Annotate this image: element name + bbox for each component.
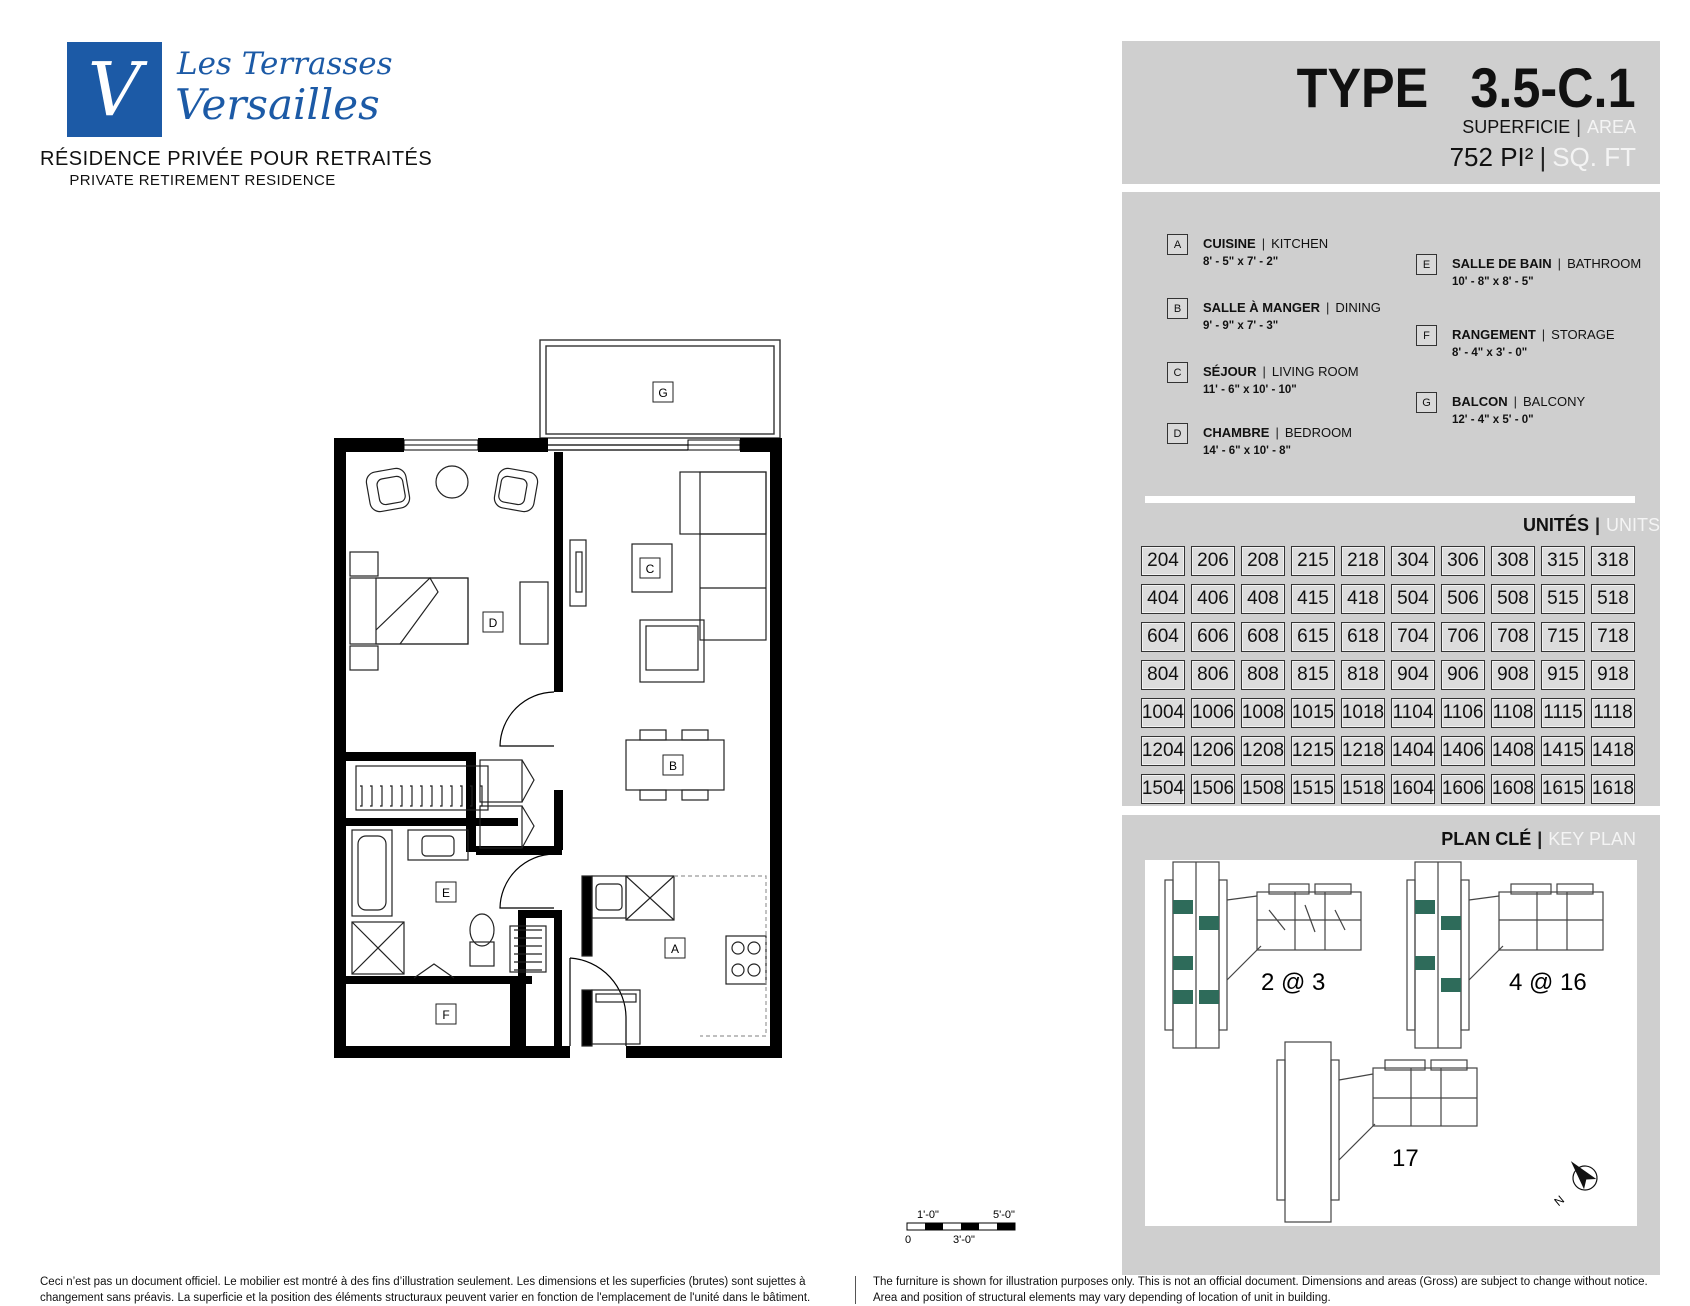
unit-number: 918: [1591, 660, 1635, 690]
room-letter: F: [1416, 325, 1437, 346]
room-name-fr: CHAMBRE: [1203, 425, 1270, 440]
unit-number: 606: [1191, 622, 1235, 652]
unit-number: 306: [1441, 546, 1485, 576]
unit-number: 1618: [1591, 774, 1635, 804]
unit-number: 1108: [1491, 698, 1535, 728]
room-dimensions: 8' - 5" x 7' - 2": [1203, 256, 1279, 268]
key-plan-label-3: 17: [1392, 1145, 1419, 1172]
scale-label-top-left: 1'-0": [917, 1209, 939, 1221]
scale-label-top-right: 5'-0": [993, 1209, 1015, 1221]
unit-number: 708: [1491, 622, 1535, 652]
room-name-fr: RANGEMENT: [1452, 327, 1536, 342]
unit-number: 1406: [1441, 736, 1485, 766]
unit-number: 906: [1441, 660, 1485, 690]
interior-walls: [346, 452, 563, 1058]
unit-number: 1118: [1591, 698, 1635, 728]
unit-number: 704: [1391, 622, 1435, 652]
unit-number: 1215: [1291, 736, 1335, 766]
room-name-fr: SÉJOUR: [1203, 364, 1257, 379]
disclaimer-fr: Ceci n’est pas un document officiel. Le mobilier est montré à des fins d’illustration seulement. Les dimensions et les superficies (brutes) sont sujettes à changement sans préavis. La superficie et la position des éléments structuraux peuvent varier en fonction de l'emplacement de l'unité dans le bâtiment.: [40, 1276, 811, 1304]
unit-number: 1404: [1391, 736, 1435, 766]
logo-tagline-fr: RÉSIDENCE PRIVÉE POUR RETRAITÉS: [40, 148, 433, 170]
unit-number: 615: [1291, 622, 1335, 652]
unit-number: 1615: [1541, 774, 1585, 804]
unit-number: 404: [1141, 584, 1185, 614]
room-letter: C: [1167, 362, 1188, 383]
unit-number: 308: [1491, 546, 1535, 576]
kitchen-fixtures: [582, 876, 766, 1046]
room-name-en: BATHROOM: [1567, 256, 1642, 271]
units-heading-en: UNITS: [1606, 515, 1660, 535]
area-value-row: 752 PI² | SQ. FT: [1449, 142, 1636, 172]
unit-number: 718: [1591, 622, 1635, 652]
unit-number: 815: [1291, 660, 1335, 690]
logo-monogram: [67, 42, 162, 137]
north-letter: N: [1551, 1192, 1568, 1209]
unit-number: 1115: [1541, 698, 1585, 728]
key-plan-building-1: [1165, 862, 1361, 1048]
unit-number: 1408: [1491, 736, 1535, 766]
unit-number: 418: [1341, 584, 1385, 614]
unit-number: 1504: [1141, 774, 1185, 804]
key-plan-building-2: [1407, 862, 1603, 1048]
room-label-d-text: D: [488, 616, 498, 630]
unit-number: 1418: [1591, 736, 1635, 766]
unit-number: 1518: [1341, 774, 1385, 804]
key-plan-heading-fr: PLAN CLÉ: [1441, 829, 1532, 849]
unit-number: 618: [1341, 622, 1385, 652]
room-name-fr: BALCON: [1452, 394, 1508, 409]
unit-number: 808: [1241, 660, 1285, 690]
units-grid: [1141, 546, 1641, 804]
units-heading: UNITÉS | UNITS: [1522, 515, 1660, 535]
rooms-panel: A CUISINE | KITCHEN 8' - 5" x 7' - 2" B SALLE À MANGER | DINING 9' - 9" x 7' - 3" C SÉJOUR | LIVING ROOM 11' - 6" x 10' - 10" D CHAMBRE | BEDROOM 14' - 6" x 10' - 8" E SALLE DE BAIN | BATHROOM 10' - 8" x 8' - 5" F RANGEMENT | STORAGE 8' - 4" x 3' - 0" G BALCON | BALCONY 12' - 4" x 5' - 0": [1122, 192, 1660, 806]
unit-number: 1204: [1141, 736, 1185, 766]
unit-number: 215: [1291, 546, 1335, 576]
unit-number: 208: [1241, 546, 1285, 576]
area-label-row: SUPERFICIE | AREA: [1462, 117, 1636, 137]
room-letter: G: [1416, 392, 1437, 413]
unit-number: 715: [1541, 622, 1585, 652]
key-plan-heading-en: KEY PLAN: [1548, 829, 1636, 849]
unit-number: 1106: [1441, 698, 1485, 728]
room-dimensions: 11' - 6" x 10' - 10": [1203, 384, 1297, 396]
unit-number: 304: [1391, 546, 1435, 576]
room-name-fr: SALLE DE BAIN: [1452, 256, 1552, 271]
floor-plan: [320, 330, 800, 1060]
type-code: 3.5-C.1: [1470, 56, 1636, 119]
unit-number: 506: [1441, 584, 1485, 614]
unit-number: 804: [1141, 660, 1185, 690]
unit-number: 318: [1591, 546, 1635, 576]
room-letter: E: [1416, 254, 1437, 275]
room-label-a: [665, 938, 685, 958]
room-label-f: [436, 1004, 456, 1024]
room-name-en: BALCONY: [1523, 394, 1586, 409]
disclaimer-en: The furniture is shown for illustration purposes only. This is not an official document. Dimensions and areas (Gross) are subject to change without notice. Area and position of structural elements may vary depending of location of unit in building.: [873, 1276, 1648, 1304]
area-unit-en: SQ. FT: [1552, 142, 1636, 172]
room-label-e-text: E: [441, 886, 451, 900]
room-name-fr: CUISINE: [1203, 236, 1256, 251]
key-plan-svg: [1145, 860, 1637, 1226]
room-dimensions: 8' - 4" x 3' - 0": [1452, 347, 1528, 359]
unit-number: 1508: [1241, 774, 1285, 804]
room-label-g: [653, 382, 673, 402]
unit-number: 908: [1491, 660, 1535, 690]
room-name-en: DINING: [1335, 300, 1381, 315]
room-dimensions: 14' - 6" x 10' - 8": [1203, 445, 1291, 457]
scale-label-bottom-left: 0: [905, 1234, 912, 1246]
room-name-en: STORAGE: [1551, 327, 1615, 342]
unit-number: 204: [1141, 546, 1185, 576]
key-plan-building-3: [1277, 1042, 1477, 1222]
type-panel: [1122, 41, 1660, 184]
room-name-en: BEDROOM: [1284, 425, 1353, 440]
room-label-c: [640, 558, 660, 578]
room-dimensions: 9' - 9" x 7' - 3": [1203, 320, 1279, 332]
unit-number: 1015: [1291, 698, 1335, 728]
room-letter: A: [1167, 234, 1188, 255]
type-word: TYPE: [1297, 56, 1429, 119]
unit-number: 806: [1191, 660, 1235, 690]
unit-number: 904: [1391, 660, 1435, 690]
unit-number: 1506: [1191, 774, 1235, 804]
unit-number: 206: [1191, 546, 1235, 576]
room-name-fr: SALLE À MANGER: [1203, 300, 1320, 315]
key-plan-label-1: 2 @ 3: [1261, 969, 1326, 996]
room-dimensions: 10' - 8" x 8' - 5": [1452, 276, 1534, 288]
room-label-d: [483, 612, 503, 632]
unit-type-title: [1297, 55, 1636, 120]
unit-number: 1008: [1241, 698, 1285, 728]
room-label-c-text: C: [645, 562, 655, 576]
unit-number: 408: [1241, 584, 1285, 614]
north-arrow-icon: [1562, 1153, 1602, 1194]
living-furniture: [570, 472, 766, 682]
unit-number: 504: [1391, 584, 1435, 614]
unit-number: 218: [1341, 546, 1385, 576]
units-heading-fr: UNITÉS: [1522, 515, 1589, 535]
unit-number: 406: [1191, 584, 1235, 614]
section-divider: [1145, 496, 1635, 503]
logo-name-line2: Versailles: [175, 80, 380, 129]
room-label-f-text: F: [442, 1008, 450, 1022]
unit-number: 1004: [1141, 698, 1185, 728]
key-plan-diagram: [1145, 860, 1637, 1226]
room-label-b-text: B: [668, 759, 678, 773]
footer-divider: [855, 1276, 856, 1304]
unit-number: 515: [1541, 584, 1585, 614]
unit-number: 818: [1341, 660, 1385, 690]
room-label-b: [663, 755, 683, 775]
key-plan-label-2: 4 @ 16: [1509, 969, 1587, 996]
unit-number: 1006: [1191, 698, 1235, 728]
logo-monogram-letter: V: [87, 46, 142, 133]
room-letter: B: [1167, 298, 1188, 319]
unit-number: 706: [1441, 622, 1485, 652]
scale-label-bottom-mid: 3'-0": [953, 1234, 975, 1246]
unit-number: 315: [1541, 546, 1585, 576]
unit-number: 1208: [1241, 736, 1285, 766]
unit-number: 1608: [1491, 774, 1535, 804]
unit-number: 1515: [1291, 774, 1335, 804]
key-plan-heading: PLAN CLÉ | KEY PLAN: [1441, 829, 1636, 849]
key-plan-panel: [1122, 815, 1660, 1275]
room-dimensions: 12' - 4" x 5' - 0": [1452, 414, 1534, 426]
unit-number: 1018: [1341, 698, 1385, 728]
scale-bar: [895, 1208, 1035, 1248]
unit-number: 608: [1241, 622, 1285, 652]
room-label-e: [436, 882, 456, 902]
unit-number: 415: [1291, 584, 1335, 614]
room-name-en: KITCHEN: [1271, 236, 1329, 251]
unit-number: 1415: [1541, 736, 1585, 766]
room-label-a-text: A: [670, 942, 680, 956]
unit-number: 1604: [1391, 774, 1435, 804]
unit-number: 1206: [1191, 736, 1235, 766]
unit-number: 518: [1591, 584, 1635, 614]
logo-tagline-en: PRIVATE RETIREMENT RESIDENCE: [69, 172, 336, 189]
room-label-g-text: G: [658, 386, 668, 400]
room-name-en: LIVING ROOM: [1271, 364, 1359, 379]
logo-name-line1: Les Terrasses: [177, 46, 393, 82]
unit-number: 915: [1541, 660, 1585, 690]
room-letter: D: [1167, 423, 1188, 444]
balcony-door: [548, 445, 688, 450]
area-label-fr: SUPERFICIE: [1462, 117, 1571, 137]
area-label-en: AREA: [1586, 117, 1636, 137]
unit-number: 1606: [1441, 774, 1485, 804]
area-unit-fr: PI²: [1500, 142, 1534, 172]
unit-number: 1218: [1341, 736, 1385, 766]
area-value: 752: [1449, 142, 1493, 172]
unit-number: 604: [1141, 622, 1185, 652]
unit-number: 1104: [1391, 698, 1435, 728]
unit-number: 508: [1491, 584, 1535, 614]
